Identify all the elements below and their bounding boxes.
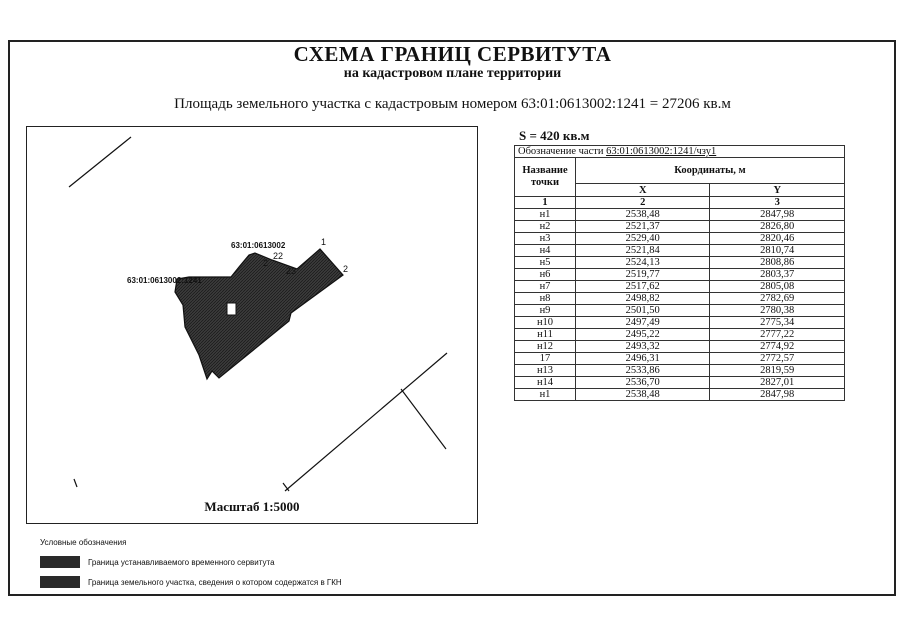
- cell-name: н1: [515, 209, 576, 221]
- table-row: [515, 389, 845, 401]
- point-label: 1: [321, 237, 327, 247]
- table-row: [515, 209, 845, 221]
- cell-name: н8: [515, 293, 576, 305]
- cell-x: 2536,70: [576, 377, 710, 389]
- map-scale: Масштаб 1:5000: [204, 499, 300, 514]
- coordinate-rows: [515, 209, 845, 401]
- cell-y: 2847,98: [710, 389, 845, 401]
- table-row: [515, 365, 845, 377]
- cell-x: 2521,84: [576, 245, 710, 257]
- boundary-line: [401, 389, 446, 449]
- cell-y: 2803,37: [710, 269, 845, 281]
- cell-y: 2810,74: [710, 245, 845, 257]
- cell-name: н14: [515, 377, 576, 389]
- cell-x: 2497,49: [576, 317, 710, 329]
- document-title: СХЕМА ГРАНИЦ СЕРВИТУТА: [293, 42, 612, 66]
- legend-swatch-servitude: [40, 556, 80, 568]
- boundary-line: [69, 137, 131, 187]
- table-row: [515, 221, 845, 233]
- cell-y: 2827,01: [710, 377, 845, 389]
- table-row: [515, 341, 845, 353]
- part-prefix: Обозначение части: [518, 146, 607, 157]
- header-y: Y: [710, 184, 845, 197]
- legend-swatch-parcel: [40, 576, 80, 588]
- table-row: [515, 293, 845, 305]
- cell-y: 2808,86: [710, 257, 845, 269]
- cell-y: 2772,57: [710, 353, 845, 365]
- cell-y: 2826,80: [710, 221, 845, 233]
- part-designation-row: [515, 146, 845, 158]
- legend-item-servitude: Граница устанавливаемого временного сервитута: [88, 558, 275, 567]
- parcel-label: 63:01:0613002:1241: [127, 276, 202, 285]
- cell-x: 2496,31: [576, 353, 710, 365]
- table-row: [515, 281, 845, 293]
- cell-name: н13: [515, 365, 576, 377]
- cell-x: 2524,13: [576, 257, 710, 269]
- cell-y: 2847,98: [710, 209, 845, 221]
- column-number: 1: [515, 197, 576, 209]
- cell-name: н3: [515, 233, 576, 245]
- boundary-line: [74, 479, 77, 487]
- cell-x: 2493,32: [576, 341, 710, 353]
- cell-x: 2498,82: [576, 293, 710, 305]
- cell-name: н6: [515, 269, 576, 281]
- point-label: 23: [286, 266, 297, 276]
- table-row: [515, 245, 845, 257]
- part-designation: [515, 146, 845, 158]
- cell-x: 2529,40: [576, 233, 710, 245]
- legend-title: Условные обозначения: [40, 538, 127, 547]
- block-label: 63:01:0613002: [231, 241, 286, 250]
- cell-x: 2495,22: [576, 329, 710, 341]
- cell-y: 2774,92: [710, 341, 845, 353]
- parcel-area-line: Площадь земельного участка с кадастровым номером 63:01:0613002:1241 = 27206 кв.м: [174, 96, 731, 112]
- cell-y: 2805,08: [710, 281, 845, 293]
- cell-name: 17: [515, 353, 576, 365]
- table-row: [515, 317, 845, 329]
- cell-x: 2517,62: [576, 281, 710, 293]
- coordinates-table: [514, 145, 845, 401]
- table-row: [515, 269, 845, 281]
- header-coordinates: Координаты, м: [576, 158, 845, 184]
- table-row: [515, 353, 845, 365]
- cell-y: 2782,69: [710, 293, 845, 305]
- legend-item-parcel: Граница земельного участка, сведения о котором содержатся в ГКН: [88, 578, 342, 587]
- point-label: 2: [343, 264, 349, 274]
- cell-y: 2777,22: [710, 329, 845, 341]
- parcel-polygon: [175, 249, 343, 379]
- cell-y: 2775,34: [710, 317, 845, 329]
- point-label: 2: [263, 258, 269, 268]
- table-row: [515, 329, 845, 341]
- cell-name: н1: [515, 389, 576, 401]
- cell-name: н7: [515, 281, 576, 293]
- part-number: 63:01:0613002:1241/чзу1: [606, 146, 717, 157]
- header-x: X: [576, 184, 710, 197]
- table-row: [515, 377, 845, 389]
- servitude-area-value: S = 420 кв.м: [519, 128, 590, 143]
- boundary-line: [285, 353, 447, 491]
- document-subtitle: на кадастровом плане территории: [343, 66, 562, 81]
- cell-x: 2519,77: [576, 269, 710, 281]
- cell-name: н11: [515, 329, 576, 341]
- table-row: [515, 233, 845, 245]
- cell-x: 2533,86: [576, 365, 710, 377]
- cell-y: 2780,38: [710, 305, 845, 317]
- cell-name: н9: [515, 305, 576, 317]
- header-point-name: Название точки: [515, 158, 576, 197]
- cell-name: н5: [515, 257, 576, 269]
- servitude-area: [227, 303, 236, 315]
- cell-name: н2: [515, 221, 576, 233]
- cell-name: н4: [515, 245, 576, 257]
- point-label: 22: [273, 251, 284, 261]
- cell-x: 2521,37: [576, 221, 710, 233]
- table-row: [515, 305, 845, 317]
- cell-x: 2501,50: [576, 305, 710, 317]
- table-row: [515, 257, 845, 269]
- cell-x: 2538,48: [576, 389, 710, 401]
- cell-x: 2538,48: [576, 209, 710, 221]
- column-number: 2: [576, 197, 710, 209]
- cell-y: 2819,59: [710, 365, 845, 377]
- column-number: 3: [710, 197, 845, 209]
- cadastral-map: [26, 126, 478, 524]
- cell-name: н12: [515, 341, 576, 353]
- cell-y: 2820,46: [710, 233, 845, 245]
- map-drawing: [27, 127, 478, 524]
- cell-name: н10: [515, 317, 576, 329]
